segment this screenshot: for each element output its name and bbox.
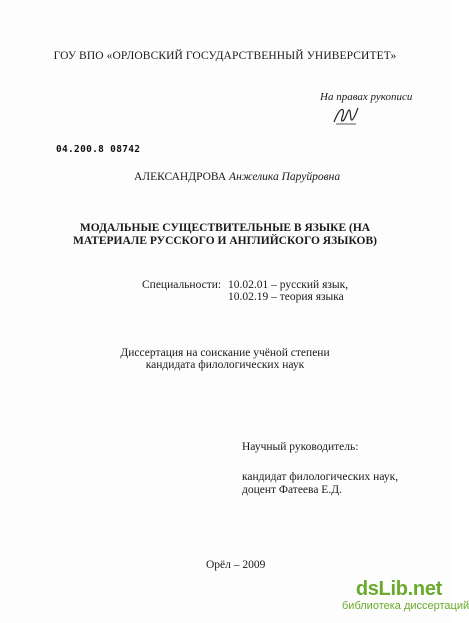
- dissertation-title-line-2: МАТЕРИАЛЕ РУССКОГО И АНГЛИЙСКОГО ЯЗЫКОВ): [73, 235, 377, 247]
- dslib-watermark[interactable]: [342, 578, 469, 613]
- watermark-subtitle: библиотека диссертаций: [342, 600, 469, 612]
- supervisor-label: Научный руководитель:: [242, 441, 359, 453]
- watermark-logo: dsLib.net: [355, 578, 442, 600]
- city-year: Орёл – 2009: [206, 559, 266, 571]
- registration-stamp: [56, 144, 140, 155]
- specialty-item: 10.02.01 – русский язык,: [228, 279, 349, 291]
- author-name: [134, 170, 340, 184]
- degree-line-1: Диссертация на соискание учёной степени: [120, 347, 330, 359]
- supervisor-degree: кандидат филологических наук,: [242, 471, 399, 483]
- author-surname: АЛЕКСАНДРОВА: [134, 171, 227, 183]
- signature-mark: [332, 104, 360, 126]
- supervisor-name: доцент Фатеева Е.Д.: [242, 484, 342, 496]
- specialty-label: Специальности:: [142, 279, 222, 291]
- university-name: ГОУ ВПО «ОРЛОВСКИЙ ГОСУДАРСТВЕННЫЙ УНИВЕРСИТЕТ»: [53, 50, 397, 62]
- dissertation-title-line-1: МОДАЛЬНЫЕ СУЩЕСТВИТЕЛЬНЫЕ В ЯЗЫКЕ (НА: [79, 222, 371, 234]
- author-given-names: Анжелика Паруйровна: [229, 171, 341, 183]
- manuscript-rights-note: На правах рукописи: [320, 91, 413, 103]
- degree-line-2: кандидата филологических наук: [145, 359, 305, 371]
- specialty-item: 10.02.19 – теория языка: [228, 291, 344, 303]
- stamp-number: 04.200.8 08742: [56, 144, 141, 155]
